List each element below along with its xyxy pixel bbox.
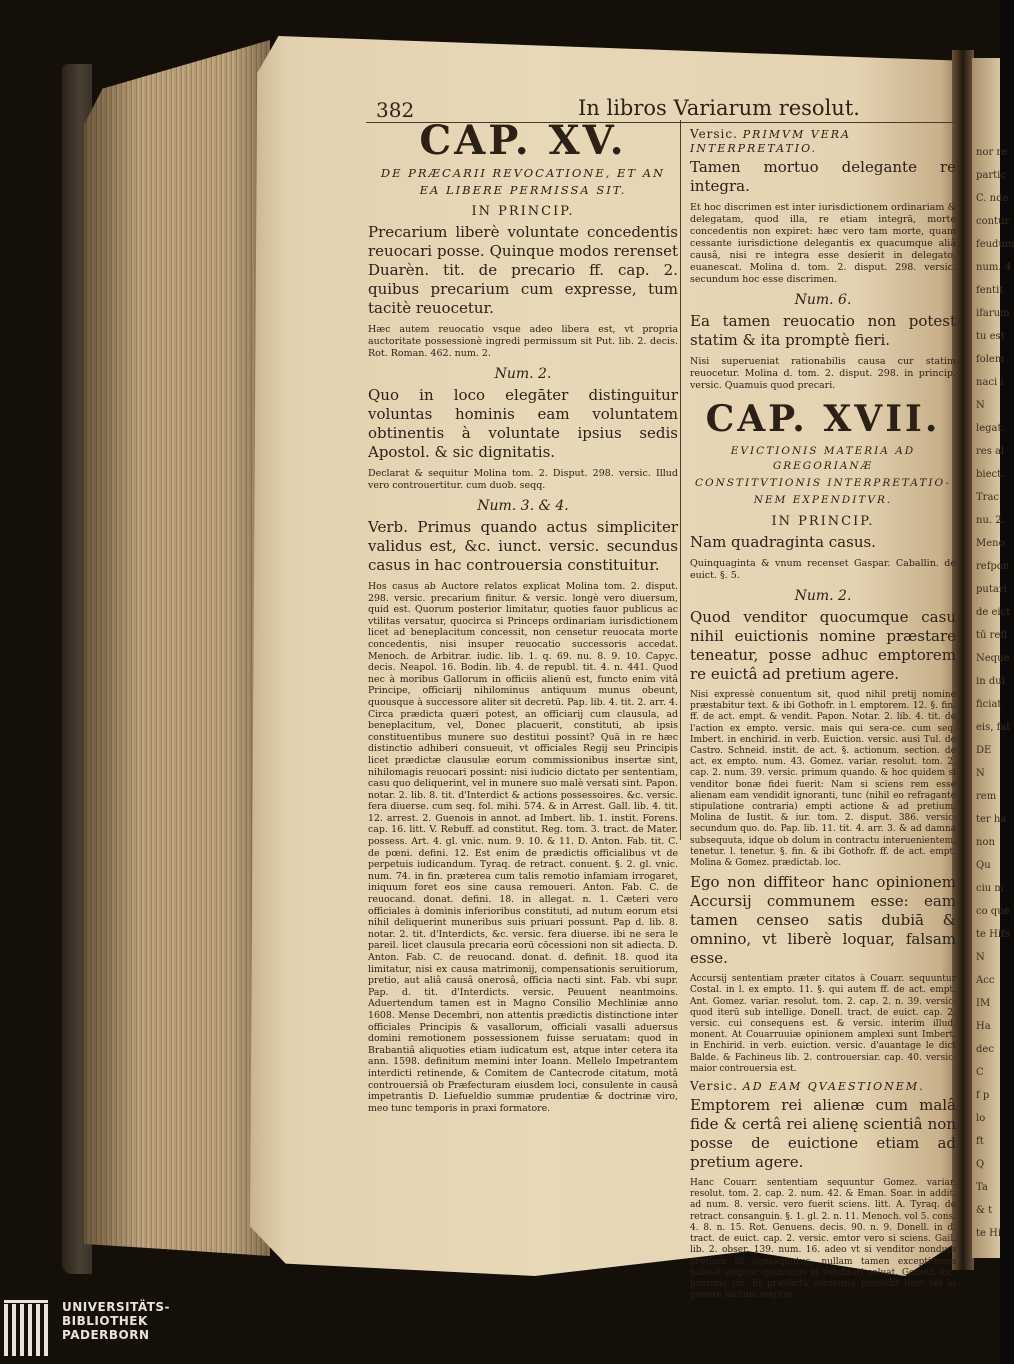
right-page-fragment: co que [976, 906, 1010, 917]
right-page-fragment: res al [976, 446, 1005, 457]
commentary-paragraph: Accursij sententiam præter citatos à Couarr. sequuntur Costal. in l. ex empto. 11. §. qui autem ff. de act. empt. Ant. Gomez. variar. resolut. tom. 2. cap. 2. n. 39. versic. quod iterū sub intellige. Donell. tract. de euict. cap. 2. versic. cui consequens est. & versic. interim illud. monent. At Couarruuiæ opinionem amplexi sunt Imbert. in Enchirid. in verb. euiction. versic. d'auantage le dict Balde. & Fachineus lib. 2. controuersiar. cap. 40. versic. maior controuersia est. [690, 974, 956, 1074]
versicle-heading [690, 127, 956, 155]
section-heading: IN PRINCIP. [471, 204, 575, 219]
right-page-fragment: folem [976, 354, 1005, 365]
versicle-label: Versic. [690, 127, 738, 141]
right-page-fragment: Neque [976, 653, 1010, 664]
right-page-fragment: biect. [976, 469, 1005, 480]
column-rule [680, 120, 681, 840]
chapter-subtitle: DE PRÆCARII REVOCATIONE, ET AN [380, 166, 666, 180]
right-column [690, 124, 956, 1305]
commentary-paragraph: Quinquaginta & vnum recenset Gaspar. Caballin. de euict. §. 5. [690, 558, 956, 581]
right-page-fragment: Ta [976, 1182, 988, 1193]
commentary-paragraph: Nisi superueniat rationabilis causa cur statim reuocetur. Molina d. tom. 2. disput. 298. in princip. versic. Quamuis quod precari. [690, 356, 956, 391]
right-page-fragment: ifarum [976, 308, 1010, 319]
right-page-fragment: Ha [976, 1021, 991, 1032]
chapter-subtitle: NEM EXPENDITVR. [753, 494, 893, 506]
commentary-paragraph: Hanc Couarr. sententiam sequuntur Gomez. variar. resolut. tom. 2. cap. 2. num. 42. & Eman. Soar. in addit. ad num. 8. versic. vero fuerit sciens. litt. A. Tyraq. de retract. consanguin. §. 1. gl. 2. n. 11. Menoch. vol 5. cons. 4. 8. n. 15. Rot. Genuens. decis. 90. n. 9. Donell. in d. tract. de euict. cap. 2. versic. emtor vero si sciens. Gail. lib. 2. obser. 139. num. 16. adeo vt si venditor nondum pretium fit consequutus, nullam tamen exceptionem habeat emptor quominus id venditori soluat. Gomez. loc. proxime cit. Et prædicta sententia procedit licet vel in genere tantum emptor [690, 1178, 956, 1301]
right-page-fragment: legat. [976, 423, 1005, 434]
right-page-fragment: eis, fat [976, 722, 1011, 733]
lemma-paragraph: Quod venditor quocumque casu nihil euictionis nomine præstare teneatur, posse adhuc emptorem re euictâ ad pretium agere. [690, 608, 956, 683]
right-page-fragment: feudum [976, 239, 1014, 250]
right-page-fragment: naci i [976, 377, 1004, 388]
running-title: In libros Variarum resolut. [578, 96, 860, 120]
number-heading: Num. 6. [794, 292, 852, 308]
chapter-title: CAP. XV. [419, 117, 627, 164]
right-page-fragment: ciu m [976, 883, 1004, 894]
page-number: 382 [376, 98, 415, 122]
versicle-title: AD EAM QVAESTIONEM. [742, 1080, 925, 1094]
right-page-fragment: refpon [976, 561, 1010, 572]
right-page-fragment: C [976, 1067, 984, 1078]
number-heading: Num. 2. [494, 366, 552, 382]
right-page-fragment: tū refl [976, 630, 1008, 641]
commentary-paragraph: Hos casus ab Auctore relatos explicat Molina tom. 2. disput. 298. versic. precarium finitur. & versic. longè vero diuersum, quid est. Quorum posterior limitatur, quoties fauor publicus ac vtilitas versatur, quocirca si Princeps ordinariam iurisdictionem licet ad beneplacitum concessit, non censetur reuocata morte concedentis, nisi insuper reuocatio successoris accedat. Menoch. de Arbitrar. iudic. lib. 1. q. 69. nu. 8. 9. 10. Capyc. decis. Neapol. 16. Bodin. lib. 4. de republ. tit. 4. n. 441. Quod nec à moribus Gallorum in officiis alienū est, functo enim vitâ Principe, officiarij nihilominus antiquum munus obeunt, quousque à successore aliter sit decretū. Pap. lib. 4. tit. 2. arr. 4. Circa prædicta quæri potest, an officiarij cum clausula, ad beneplacitum, vel, Donec placuerit, constituti, ab ipsis constituentibus munere suo destitui possint? Quā in re hæc distinctio adhiberi consueuit, vt officiales Regij seu Principis licet prædictæ clausulæ eorum commissionibus insertæ sint, nihilomagis reuocari possint: nisi iudicio dictato per sententiam, casu quo deliquerint, vel in munere suo malè versati sint. Papon. notar. 2. lib. 8. tit. d'Interdict & actions possessoires. &c. versic. fera diuerse. cum seq. fol. mihi. 574. & in Arrest. Gall. lib. 4. tit. 12. arrest. 2. Guenois in annot. ad Imbert. lib. 1. instit. Forens. cap. 16. litt. V. Rebuff. ad constitut. Reg. tom. 3. tract. de Mater. possess. Art. 4. gl. vnic. num. 9. 10. & 11. D. Anton. Fab. tit. C. de pœni. defini. 12. Est enim de prædictis officialibus vt de perpetuis iudicandum. Tyraq. de retract. conuent. §. 2. gl. vnic. num. 74. in fin. præterea cum talis remotio infamiam irrogaret, iniquum foret eos sine causa remoueri. Anton. Fab. C. de reuocand. donat. defini. 18. in allegat. n. 1. Cæteri vero officiales à dominis inferioribus constituti, ad nutum eorum etsi nihil deliquerint muneribus suis priuari possunt. Pap d. lib. 8. notar. 2. tit. d'Interdicts, &c. versic. fera diuerse. ibi ne sera le pareil. licet clausula precaria eorū cōcessioni non sit adiecta. D. Anton. Fab. C. de reuocand. donat. d. definit. 18. quod ita limitatur, nisi ex causa matrimonij, compensationis seruitiorum, pretio, aut aliâ causâ onerosâ, officia nacti sint. Fab. vbi supr. Pap. d. tit. d'Interdicts. versic. Peuuent neantmoins. Aduertendum tamen est in Magno Consilio Mechliniæ anno 1608. Mense Decembri, non attentis prædictis distinctione inter officiales Principis & vasallorum, officiali vasalli aduersus domini remotionem possessionem fuisse seruatam: quod in Brabantiâ aliquoties etiam iudicatum est, atque inter cetera ita ann. 1598. definitum memini inter Ioann. Mellelo Impetrantem interdicti retinende, & Comitem de Cantecrode citatum, motâ controuersiâ ob Præfecturam eiusdem loci, consulente in causâ impetrantis D. Liefueldio summæ prudentiæ & doctrinæ viro, meo tunc temporis in praxi formatore. [368, 581, 678, 1114]
lemma-paragraph: Verb. Primus quando actus simpliciter validus est, &c. iunct. versic. secundus casus in hac controuersia constituitur. [368, 518, 678, 574]
number-heading: Num. 3. & 4. [477, 498, 569, 514]
right-page-fragment: partic [976, 170, 1006, 181]
right-page-fragment: num. 4 [976, 262, 1012, 273]
right-page-fragment: N [976, 952, 985, 963]
lemma-paragraph: Precarium liberè voluntate concedentis reuocari posse. Quinque modos rerenset Duarèn. tit. de precario ff. cap. 2. quibus precarium cum expresse, tum tacitè reuocetur. [368, 223, 678, 317]
right-page-fragment: non [976, 837, 995, 848]
lemma-paragraph: Quo in loco elegāter distinguitur voluntas hominis eam voluntatem obtinentis à voluntate ipsius sedis Apostol. & sic dignitatis. [368, 386, 678, 461]
commentary-paragraph: Nisi expressè conuentum sit, quod nihil pretij nomine præstabitur text. & ibi Gothofr. in l. emptorem. 12. §. fin. ff. de act. empt. & vendit. Papon. Notar. 2. lib. 4. tit. de l'action ex empto. versic. mais qui sera-ce. cum seq. Imbert. in enchirid. in verb. Euiction. versic. ausi Tul. de Castro. Schneid. instit. de act. §. actionum. section. de act. ex empto. num. 43. Gomez. variar. resolut. tom. 2. cap. 2. num. 39. versic. primum quando. & hoc quidem si venditor bonæ fidei fuerit: Nam si sciens rem esse alienam eam vendidit ignoranti, tunc (nihil eo refragante stipulatione contraria) empti actione & ad pretium. Molina de Iustit. & iur. tom. 2. disput. 386. versic. secundum quo. do. Pap. lib. 11. tit. 4. arr. 3. & ad damna subsequuta, idque ob dolum in contractu interuenientem, tenetur. l. tenetur. §. fin. & ibi Gothofr. ff. de act. empt. Molina & Gomez. prædictab. loc. [690, 690, 956, 869]
right-page-fragment: ft [976, 1136, 984, 1147]
right-page-fragment: & t [976, 1205, 993, 1216]
right-page-fragment: contur [976, 216, 1010, 227]
lemma-paragraph: Tamen mortuo delegante re integra. [690, 158, 956, 195]
section-heading: IN PRINCIP. [771, 514, 875, 529]
right-page-fragment: in dul [976, 676, 1005, 687]
watermark-line: UNIVERSITÄTS- [62, 1300, 171, 1314]
right-page-fragment: Q [976, 1159, 985, 1170]
right-page-fragment: rem [976, 791, 997, 802]
commentary-paragraph: Et hoc discrimen est inter iurisdictionem ordinariam & delegatam, quod illa, re etiam integrā, morte concedentis non expiret: hæc vero tam morte, quam cessante iurisdictione delegantis ex quacumque aliâ causâ, nisi re integra esse desierit in delegato, euanescat. Molina d. tom. 2. disput. 298. versic. secundum hoc esse discrimen. [690, 202, 956, 285]
left-column [368, 118, 678, 1118]
right-page-fragment: Qu [976, 860, 991, 871]
watermark-line: BIBLIOTHEK [62, 1314, 148, 1328]
chapter-subtitle: EVICTIONIS MATERIA AD GREGORIANÆ [730, 445, 916, 472]
versicle-heading [690, 1079, 956, 1093]
chapter-subtitle: EA LIBERE PERMISSA SIT. [419, 183, 627, 197]
right-page-fragment: lo [976, 1113, 986, 1124]
right-page-fragment: N [976, 768, 985, 779]
versicle-label: Versic. [690, 1079, 738, 1094]
lemma-paragraph: Ea tamen reuocatio non potest statim & ita promptè fieri. [690, 312, 956, 349]
right-page-fragment: ficiat [976, 699, 1002, 710]
right-page-fragment: Acc [976, 975, 995, 986]
right-page-fragment: f p [976, 1090, 990, 1101]
commentary-paragraph: Declarat & sequitur Molina tom. 2. Disput. 298. versic. Illud vero controuertitur. cum duob. seqq. [368, 468, 678, 491]
right-page-fragment: N [976, 400, 985, 411]
right-page-fragment: fentit [976, 285, 1004, 296]
right-page-fragment: nu. 2. [976, 515, 1005, 526]
lemma-paragraph: Emptorem rei alienæ cum malâ fide & certâ rei alienę scientiâ non posse de euictione etiam ad pretium agere. [690, 1096, 956, 1172]
right-page-fragment: te Hi [976, 1228, 1002, 1239]
right-page-fragment: C. nde [976, 193, 1009, 204]
versicle-title: PRIMVM VERA INTERPRETATIO. [690, 128, 851, 155]
library-logo-icon [2, 1298, 56, 1358]
chapter-title: CAP. XVII. [705, 398, 941, 440]
number-heading: Num. 2. [794, 588, 852, 604]
right-page-fragment: IM [976, 998, 991, 1009]
right-page-fragment: Meno [976, 538, 1005, 549]
lemma-paragraph: Nam quadraginta casus. [690, 533, 876, 551]
right-page-fragment: tu est [976, 331, 1005, 342]
right-page-fragment: ter ha [976, 814, 1007, 825]
right-page-fragment: nor re [976, 147, 1008, 158]
library-watermark [62, 1300, 170, 1342]
right-page-edge [972, 58, 1014, 1258]
right-page-fragment: dec [976, 1044, 994, 1055]
watermark-line: PADERBORN [62, 1328, 150, 1342]
right-page-fragment: de eict [976, 607, 1011, 618]
right-page-fragment: Trac [976, 492, 1000, 503]
book-page-edges [84, 40, 270, 1256]
chapter-subtitle: CONSTITVTIONIS INTERPRETATIO- [694, 477, 952, 489]
right-page-fragment: DE [976, 745, 992, 756]
right-page-fragment: te Hifs [976, 929, 1010, 940]
right-page-fragment: putari [976, 584, 1007, 595]
lemma-paragraph: Ego non diffiteor hanc opinionem Accursij communem esse: eam tamen censeo satis dubiā & omnino, vt liberè loquar, falsam esse. [690, 873, 956, 968]
commentary-paragraph: Hæc autem reuocatio vsque adeo libera est, vt propria auctoritate possessionè ingredi permissum sit Put. lib. 2. decis. Rot. Roman. 462. num. 2. [368, 324, 678, 359]
